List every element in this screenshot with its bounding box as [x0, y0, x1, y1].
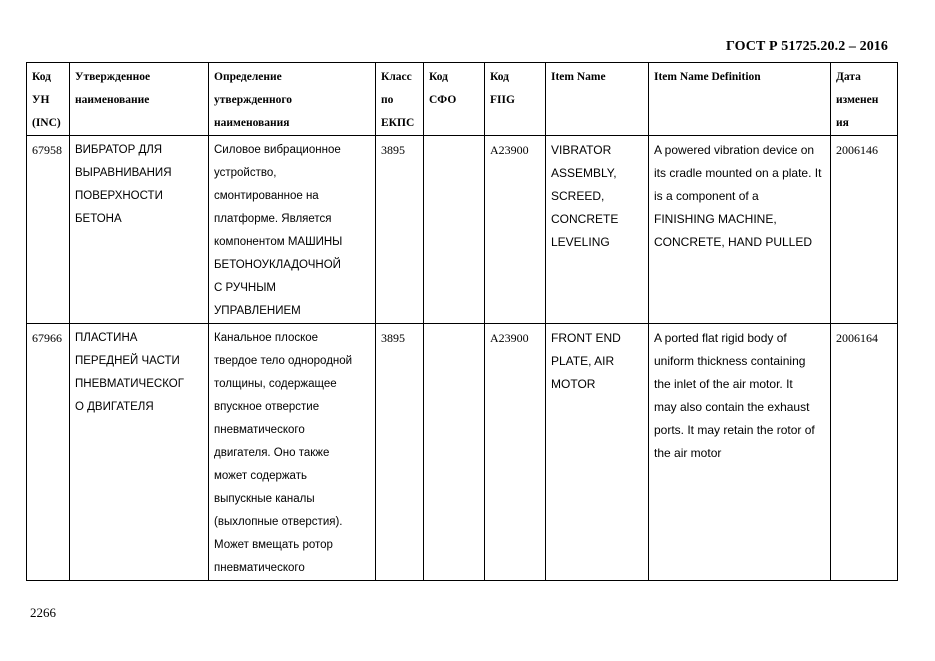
header-fiig-code: Код FIIG — [485, 63, 546, 136]
standard-header: ГОСТ Р 51725.20.2 – 2016 — [725, 39, 888, 54]
cell-date-changed: 2006146 — [831, 136, 898, 324]
cell-approved-name: ВИБРАТОР ДЛЯ ВЫРАВНИВАНИЯ ПОВЕРХНОСТИ БЕТОНА — [70, 136, 209, 324]
table-row — [27, 324, 898, 581]
cell-fiig-code: A23900 — [485, 324, 546, 581]
cell-definition-ru: Силовое вибрационное устройство, смонтированное на платформе. Является компонентом МАШИНЫ БЕТОНОУКЛАДОЧНОЙ С РУЧНЫМ УПРАВЛЕНИЕМ — [209, 136, 376, 324]
cell-item-name-definition: A ported flat rigid body of uniform thickness containing the inlet of the air motor. It may also contain the exhaust ports. It may retain the rotor of the air motor — [649, 324, 831, 581]
page-number: 2266 — [30, 605, 56, 620]
cell-inc-code: 67966 — [27, 324, 70, 581]
table-row — [27, 136, 898, 324]
cell-sfo-code — [424, 324, 485, 581]
header-date-changed: Дата изменен ия — [831, 63, 898, 136]
cell-definition-ru: Канальное плоское твердое тело однородной толщины, содержащее впускное отверстие пневматического двигателя. Оно также может содержать выпускные каналы (выхлопные отверстия). Может вмещать ротор пневматического — [209, 324, 376, 581]
cell-item-name: FRONT END PLATE, AIR MOTOR — [546, 324, 649, 581]
header-inc-code: Код УН (INC) — [27, 63, 70, 136]
cell-inc-code: 67958 — [27, 136, 70, 324]
cell-approved-name: ПЛАСТИНА ПЕРЕДНЕЙ ЧАСТИ ПНЕВМАТИЧЕСКОГ О ДВИГАТЕЛЯ — [70, 324, 209, 581]
header-definition-ru: Определение утвержденного наименования — [209, 63, 376, 136]
cell-ekps-class: 3895 — [376, 324, 424, 581]
cell-item-name-definition: A powered vibration device on its cradle mounted on a plate. It is a component of a FINISHING MACHINE, CONCRETE, HAND PULLED — [649, 136, 831, 324]
header-approved-name: Утвержденное наименование — [70, 63, 209, 136]
header-item-name-definition: Item Name Definition — [649, 63, 831, 136]
cell-date-changed: 2006164 — [831, 324, 898, 581]
cell-item-name: VIBRATOR ASSEMBLY, SCREED, CONCRETE LEVELING — [546, 136, 649, 324]
header-sfo-code: Код СФО — [424, 63, 485, 136]
header-item-name: Item Name — [546, 63, 649, 136]
item-name-table — [26, 62, 898, 581]
cell-ekps-class: 3895 — [376, 136, 424, 324]
table-header-row — [27, 63, 898, 136]
cell-fiig-code: A23900 — [485, 136, 546, 324]
cell-sfo-code — [424, 136, 485, 324]
header-ekps-class: Класс по ЕКПС — [376, 63, 424, 136]
